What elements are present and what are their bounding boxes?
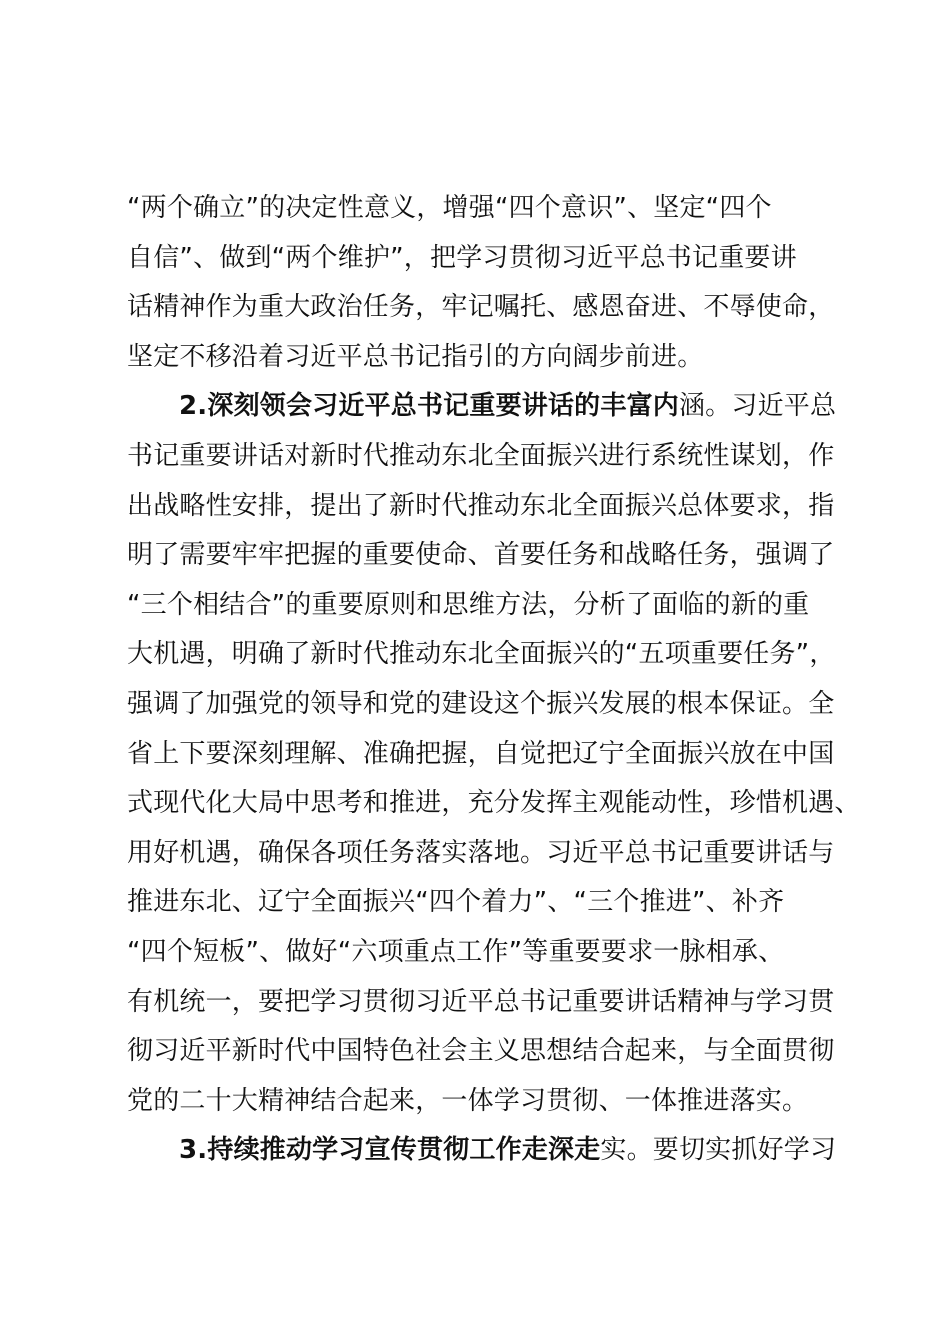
text-line: “四个短板”、做好“六项重点工作”等重要要求一脉相承、 bbox=[127, 936, 785, 967]
text-line: “三个相结合”的重要原则和思维方法，分析了面临的新的重 bbox=[127, 589, 810, 620]
text-line: 有机统一，要把学习贯彻习近平总书记重要讲话精神与学习贯 bbox=[127, 986, 835, 1017]
text-line: “两个确立”的决定性意义，增强“四个意识”、坚定“四个 bbox=[127, 193, 772, 223]
text-line: 坚定不移沿着习近平总书记指引的方向阔步前进。 bbox=[127, 341, 704, 372]
paragraph-2-first-line bbox=[127, 382, 839, 432]
text-line: 出战略性安排，提出了新时代推动东北全面振兴总体要求，指 bbox=[127, 490, 835, 521]
paragraph-3 bbox=[127, 1126, 839, 1176]
text-line: 推进东北、辽宁全面振兴“四个着力”、“三个推进”、补齐 bbox=[127, 887, 785, 918]
text-line: 强调了加强党的领导和党的建设这个振兴发展的根本保证。全 bbox=[127, 688, 835, 719]
text-line: 大机遇，明确了新时代推动东北全面振兴的“五项重要任务”， bbox=[127, 639, 836, 670]
text-line: 明了需要牢牢把握的重要使命、首要任务和战略任务，强调了 bbox=[127, 540, 835, 571]
text-line: 自信”、做到“两个维护”，把学习贯彻习近平总书记重要讲 bbox=[127, 242, 797, 273]
text-line: 用好机遇，确保各项任务落实落地。习近平总书记重要讲话与 bbox=[127, 837, 835, 868]
paragraph-2-first-line-rest: 涵。习近平总 bbox=[678, 391, 837, 422]
paragraph-2 bbox=[127, 382, 861, 1126]
section-heading-2: 2.深刻领会习近平总书记重要讲话的丰富内 bbox=[179, 391, 679, 422]
section-heading-3: 3.持续推动学习宣传贯彻工作走深走 bbox=[179, 1135, 601, 1166]
text-line: 省上下要深刻理解、准确把握，自觉把辽宁全面振兴放在中国 bbox=[127, 738, 835, 769]
paragraph-3-first-line bbox=[127, 1126, 839, 1176]
text-line: 式现代化大局中思考和推进，充分发挥主观能动性，珍惜机遇、 bbox=[127, 788, 861, 819]
text-line: 彻习近平新时代中国特色社会主义思想结合起来，与全面贯彻 bbox=[127, 1036, 835, 1067]
text-line: 书记重要讲话对新时代推动东北全面振兴进行系统性谋划，作 bbox=[127, 440, 835, 471]
document-body bbox=[127, 184, 861, 1176]
text-line: 话精神作为重大政治任务，牢记嘱托、感恩奋进、不辱使命， bbox=[127, 292, 835, 323]
paragraph-1 bbox=[127, 184, 839, 382]
text-line: 党的二十大精神结合起来，一体学习贯彻、一体推进落实。 bbox=[127, 1085, 809, 1116]
paragraph-3-first-line-rest: 实。要切实抓好学习 bbox=[600, 1135, 837, 1166]
